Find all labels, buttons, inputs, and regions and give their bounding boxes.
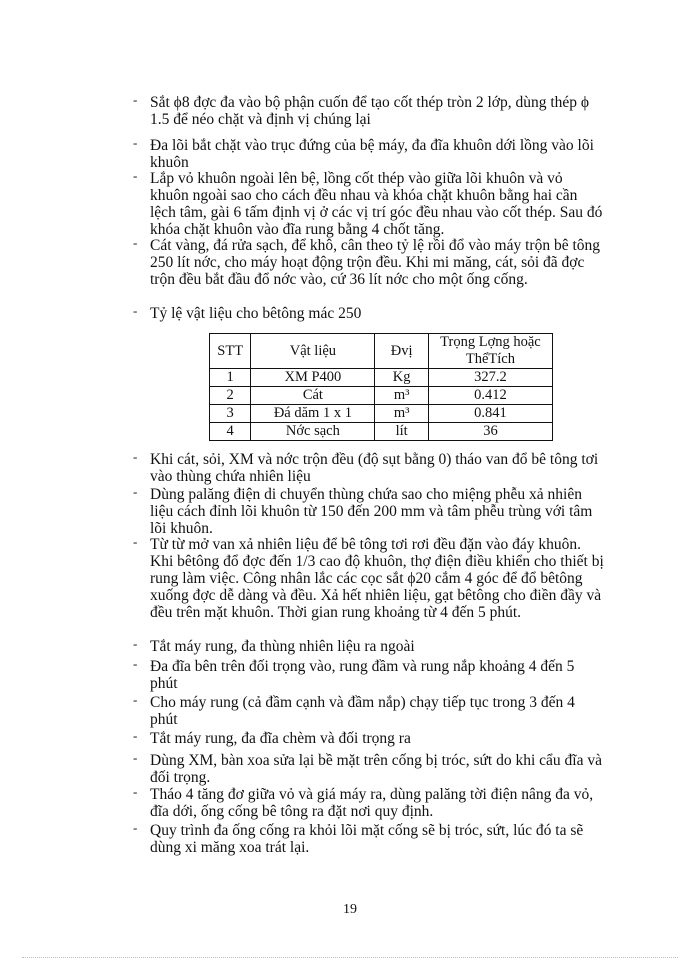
page-number: 19 [343,902,357,917]
table-row [210,405,553,423]
bullet-marker: - [133,728,138,743]
bullet-marker: - [133,449,138,464]
table-cell: lít [375,423,428,441]
list-item: Quy trình đa ống cống ra khỏi lõi mặt cống sẽ bị tróc, sứt, lúc đó ta sẽ dùng xi măng xoa trát lại. [150,822,584,856]
bullet-marker: - [133,168,138,183]
list-item: Tỷ lệ vật liệu cho bêtông mác 250 [150,305,362,322]
table-cell: Cát [251,387,375,405]
table-header-cell: Đvị [375,334,428,369]
materials-table [209,333,553,441]
list-item: Sắt ϕ8 đợc đa vào bộ phận cuốn để tạo cốt thép tròn 2 lớp, dùng thép ϕ 1.5 để néo chặt và định vị chúng lại [150,94,590,128]
table-cell: 3 [210,405,251,423]
table-cell: 1 [210,369,251,387]
list-item: Từ từ mở van xả nhiên liệu để bê tông tơi rơi đều đặn vào đáy khuôn. Khi bêtông đổ đợc đến 1/3 cao độ khuôn, thợ điện điều khiển cho thiết bị rung làm việc. Công nhân lắc các cọc sắt ϕ20 cắm 4 góc để đổ bêtông xuống đợc dễ dàng và đều. Xả hết nhiên liệu, gạt bêtông cho điền đầy và đều trên mặt khuôn. Thời gian rung khoảng từ 4 đến 5 phút. [150,536,604,621]
bullet-marker: - [133,656,138,671]
table-cell: Nớc sạch [251,423,375,441]
bullet-marker: - [133,820,138,835]
list-item: Đa đĩa bên trên đối trọng vào, rung đầm và rung nắp khoảng 4 đến 5 phút [150,658,575,692]
table-cell: Đá dăm 1 x 1 [251,405,375,423]
list-item: Tắt máy rung, đa đĩa chèm và đối trọng ra [150,730,411,747]
bullet-marker: - [133,692,138,707]
table-cell: m³ [375,405,428,423]
list-item: Dùng palăng điện di chuyển thùng chứa sao cho miệng phễu xả nhiên liệu cách đỉnh lõi khuôn từ 150 đến 200 mm và tâm phễu trùng với tâm lõi khuôn. [150,486,593,537]
list-item: Khi cát, sỏi, XM và nớc trộn đều (độ sụt bằng 0) tháo van đổ bê tông tơi vào thùng chứa nhiên liệu [150,451,599,485]
table-cell: Kg [375,369,428,387]
table-cell: 0.841 [428,405,552,423]
table-row [210,387,553,405]
table-row [210,423,553,441]
bullet-marker: - [133,92,138,107]
list-item: Dùng XM, bàn xoa sửa lại bề mặt trên cống bị tróc, sứt do khi cẩu đĩa và đối trọng. [150,752,602,786]
list-item: Cát vàng, đá rửa sạch, để khô, cân theo tỷ lệ rồi đổ vào máy trộn bê tông 250 lít nớc, cho máy hoạt động trộn đều. Khi mi măng, cát, sỏi đã đợc trộn đều bắt đầu đổ nớc vào, cứ 36 lít nớc cho một ống cống. [150,237,601,288]
list-item: Tháo 4 tăng đơ giữa vỏ và giá máy ra, dùng palăng tời điện nâng đa vỏ, đĩa dới, ống cống bê tông ra đặt nơi quy định. [150,786,594,820]
list-item: Lắp vỏ khuôn ngoài lên bệ, lồng cốt thép vào giữa lõi khuôn và vỏ khuôn ngoài sao cho cách đều nhau và khóa chặt khuôn bằng hai cần lệch tâm, gài 6 tấm định vị ở các vị trí góc đều nhau vào cốt thép. Sau đó khóa chặt khuôn vào đĩa rung bằng 4 chốt tăng. [150,170,603,238]
table-cell: m³ [375,387,428,405]
bullet-marker: - [133,750,138,765]
list-item: Cho máy rung (cả đầm cạnh và đầm nắp) chạy tiếp tục trong 3 đến 4 phút [150,694,575,728]
bullet-marker: - [133,303,138,318]
bullet-marker: - [133,784,138,799]
table-header-cell: STT [210,334,251,369]
table-cell: 327.2 [428,369,552,387]
bullet-marker: - [133,636,138,651]
page-bottom-divider [22,957,678,958]
table-cell: 2 [210,387,251,405]
bullet-marker: - [133,135,138,150]
bullet-marker: - [133,534,138,549]
bullet-marker: - [133,484,138,499]
table-header-cell: Trọng Lợng hoặc ThểTích [428,334,552,369]
list-item: Đa lõi bắt chặt vào trục đứng của bệ máy, đa đĩa khuôn dới lồng vào lõi khuôn [150,137,594,171]
table-header-cell: Vật liệu [251,334,375,369]
table-cell: XM P400 [251,369,375,387]
table-header-row [210,334,553,369]
table-row [210,369,553,387]
table-cell: 0.412 [428,387,552,405]
table-cell: 36 [428,423,552,441]
table-cell: 4 [210,423,251,441]
list-item: Tắt máy rung, đa thùng nhiên liệu ra ngoài [150,638,415,655]
bullet-marker: - [133,235,138,250]
